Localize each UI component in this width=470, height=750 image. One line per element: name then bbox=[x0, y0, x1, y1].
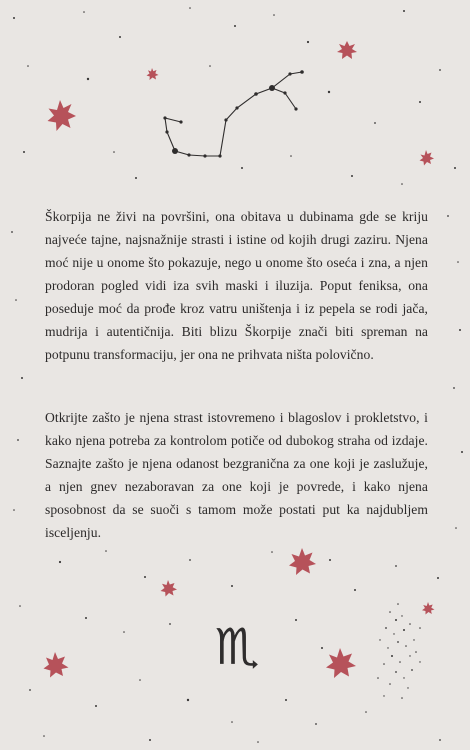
star-small-top bbox=[147, 68, 159, 80]
scorpio-constellation bbox=[163, 70, 303, 157]
teaser-paragraph bbox=[45, 406, 428, 544]
scorpio-zodiac-icon: ♏ bbox=[214, 618, 260, 676]
star-bottom-left bbox=[44, 652, 69, 678]
star-bottom-right bbox=[326, 648, 356, 678]
star-small-far-right bbox=[422, 602, 435, 615]
star-small-left bbox=[161, 580, 178, 597]
intro-paragraph bbox=[45, 205, 428, 366]
paragraph-text: Otkrijte zašto je njena strast istovremeno i blagoslov i prokletstvo, i kako njena potreba za kontrolom potiče od dubokog straha od izdaje. Saznajte zašto je njena odanost bezgranična za one koji je zaslužuje, a njen gnev nezaboravan za one koji je povrede, i kako njena sposobnost da se suoči s tamom može postati put ka najdubljem isceljenju. bbox=[45, 410, 428, 540]
paragraph-text: Škorpija ne živi na površini, ona obitava u dubinama gde se kriju najveće tajne, najsnažnije strasti i istine od kojih drugi zaziru. Njena moć nije u onome što pokazuje, nego u onome što oseća i zna, a njen prodoran pogled vidi iza svih maski i iluzija. Poput feniksa, ona poseduje moć da prođe kroz vatru uništenja i iz pepela se rodi jača, mudrija i autentičnija. Biti blizu Škorpije znači biti spreman na potpunu transformaciju, jer ona ne prihvata ništa polovično. bbox=[45, 209, 428, 362]
star-mid-right bbox=[289, 548, 316, 575]
star-top-right bbox=[337, 41, 357, 59]
star-small-right bbox=[420, 150, 435, 166]
speckle-cluster bbox=[377, 603, 421, 699]
star-left-large bbox=[48, 100, 77, 131]
